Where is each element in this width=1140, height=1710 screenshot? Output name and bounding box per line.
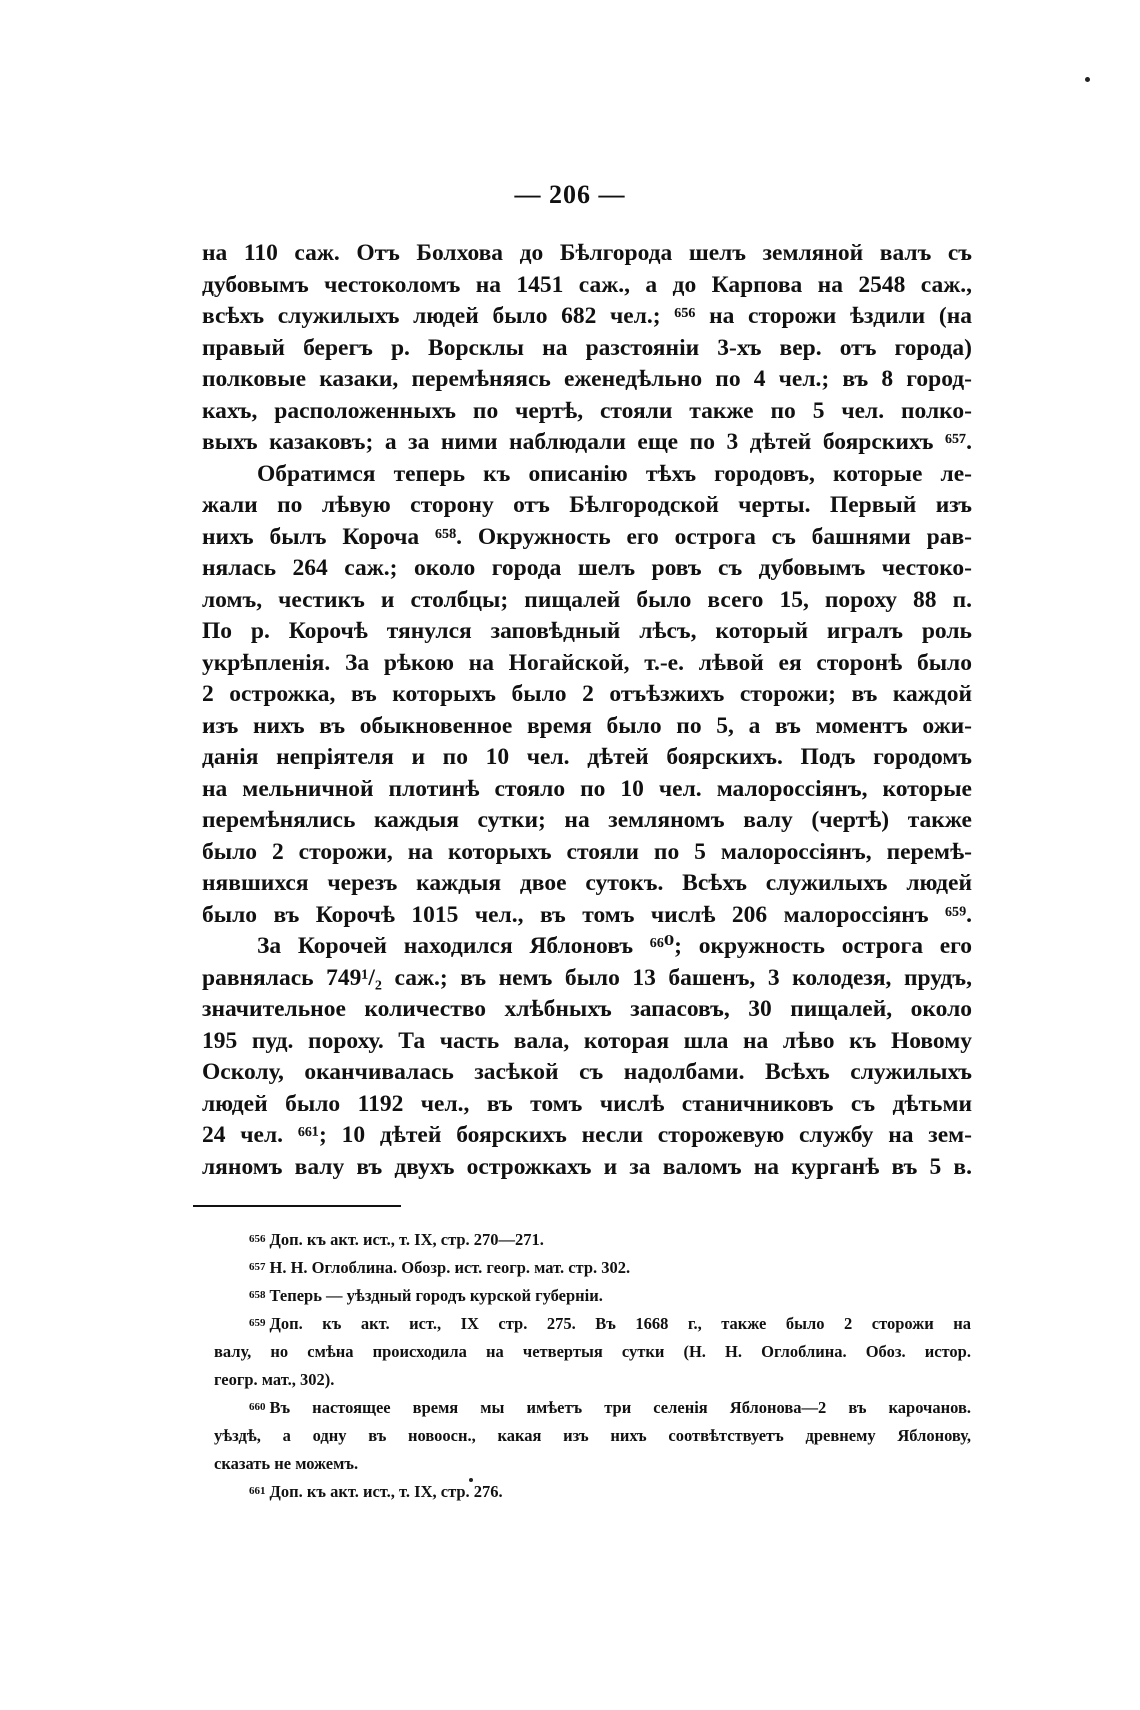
text-line: было въ Корочѣ 1015 чел., въ томъ числѣ 206 малороссіянъ ⁶⁵⁹. — [202, 901, 972, 928]
footnote-line: сказать не можемъ. — [214, 1454, 359, 1473]
footnote-line: геогр. мат., 302). — [214, 1370, 335, 1389]
footnotes — [214, 1226, 971, 1506]
text-line: выхъ казаковъ; а за ними наблюдали еще по 3 дѣтей боярскихъ ⁶⁵⁷. — [202, 429, 972, 455]
footnote-number: 656 — [249, 1233, 266, 1245]
text-line: полковые казаки, перемѣняясь еженедѣльно по 4 чел.; въ 8 город- — [202, 366, 972, 392]
text-line: нялась 264 саж.; около города шелъ ровъ съ дубовымъ честоко- — [202, 555, 972, 581]
footnote-text: Теперь — уѣздный городъ курской губерніи. — [269, 1286, 603, 1305]
text-line: кахъ, расположенныхъ по чертѣ, стояли также по 5 чел. полко- — [202, 397, 972, 424]
text-line: ляномъ валу въ двухъ острожкахъ и за валомъ на курганѣ въ 5 в. — [202, 1153, 972, 1180]
text-line: нявшихся черезъ каждыя двое сутокъ. Всѣхъ служилыхъ людей — [202, 870, 972, 896]
footnote-text: Доп. къ акт. ист., т. IX, стр. 270—271. — [269, 1230, 544, 1249]
footnote-number: 659 — [249, 1317, 266, 1329]
footnote-divider — [193, 1205, 401, 1207]
text-line: Осколу, оканчивалась засѣкой съ надолбами. Всѣхъ служилыхъ — [202, 1059, 972, 1085]
footnote-text: Н. Н. Оглоблина. Обозр. ист. геогр. мат. стр. 302. — [269, 1258, 631, 1277]
text-line: данія непріятеля и по 10 чел. дѣтей боярскихъ. Подъ городомъ — [202, 744, 972, 770]
text-line: 24 чел. ⁶⁶¹; 10 дѣтей боярскихъ несли сторожевую службу на зем- — [202, 1122, 972, 1148]
text-line: укрѣпленія. За рѣкою на Ногайской, т.-е. лѣвой ея сторонѣ было — [202, 649, 972, 676]
ink-speck — [1085, 77, 1090, 82]
footnote-line: валу, но смѣна происходила на четвертыя сутки (Н. Н. Оглоблина. Обоз. истор. — [214, 1342, 971, 1361]
main-text — [202, 238, 972, 1183]
footnote-text: Въ настоящее время мы имѣетъ три селенія Яблонова—2 въ карочанов. — [269, 1398, 971, 1417]
text-line: значительное количество хлѣбныхъ запасовъ, 30 пищалей, около — [202, 996, 972, 1022]
text-line: равнялась 749¹/₂ саж.; въ немъ было 13 башенъ, 3 колодезя, прудъ, — [202, 964, 972, 991]
text-line: 2 острожка, въ которыхъ было 2 отъѣзжихъ сторожи; въ каждой — [202, 681, 972, 707]
page-number: — 206 — — [514, 180, 626, 209]
footnote-line — [249, 1394, 971, 1422]
text-line: По р. Корочѣ тянулся заповѣдный лѣсъ, который игралъ роль — [202, 618, 972, 644]
footnote-number: 658 — [249, 1289, 266, 1301]
text-line: правый берегъ р. Ворсклы на разстояніи 3-хъ вер. отъ города) — [202, 334, 972, 361]
text-line: всѣхъ служилыхъ людей было 682 чел.; ⁶⁵⁶ на сторожи ѣздили (на — [202, 303, 972, 329]
footnote-text: Доп. къ акт. ист., т. IX, стр. 276. — [269, 1482, 503, 1501]
text-line: дубовымъ честоколомъ на 1451 саж., а до Карпова на 2548 саж., — [202, 271, 972, 298]
footnote-line: уѣздѣ, а одну въ новоосн., какая изъ нихъ соотвѣтствуетъ древнему Яблонову, — [214, 1426, 971, 1445]
footnote-line — [249, 1226, 971, 1254]
text-line: 195 пуд. пороху. Та часть вала, которая шла на лѣво къ Новому — [202, 1027, 972, 1054]
text-line: на 110 саж. Отъ Болхова до Бѣлгорода шелъ земляной валъ съ — [202, 240, 972, 266]
footnote-text: Доп. къ акт. ист., IX стр. 275. Въ 1668 г., также было 2 сторожи на — [269, 1314, 971, 1333]
text-line: нихъ былъ Короча ⁶⁵⁸. Окружность его острога съ башнями рав- — [202, 523, 972, 550]
text-line: ломъ, честикъ и столбцы; пищалей было всего 15, пороху 88 п. — [202, 586, 972, 613]
text-line: жали по лѣвую сторону отъ Бѣлгородской черты. Первый изъ — [202, 492, 972, 518]
footnote-line — [249, 1254, 971, 1282]
text-line: перемѣнялись каждыя сутки; на земляномъ валу (чертѣ) также — [202, 807, 972, 833]
text-line: За Корочей находился Яблоновъ ⁶⁶⁰; окружность острога его — [257, 933, 972, 959]
text-line: Обратимся теперь къ описанію тѣхъ городовъ, которые ле- — [257, 460, 972, 487]
footnote-line — [249, 1478, 971, 1506]
footnote-line — [249, 1310, 971, 1338]
footnote-line — [249, 1282, 971, 1310]
footnote-number: 660 — [249, 1401, 266, 1413]
text-line: было 2 сторожи, на которыхъ стояли по 5 малороссіянъ, перемѣ- — [202, 838, 972, 865]
footnote-number: 661 — [249, 1485, 266, 1497]
text-line: на мельничной плотинѣ стояло по 10 чел. малороссіянъ, которые — [202, 775, 972, 802]
text-line: людей было 1192 чел., въ томъ числѣ станичниковъ съ дѣтьми — [202, 1090, 972, 1117]
footnote-number: 657 — [249, 1261, 266, 1273]
text-line: изъ нихъ въ обыкновенное время было по 5, а въ моментъ ожи- — [202, 712, 972, 739]
